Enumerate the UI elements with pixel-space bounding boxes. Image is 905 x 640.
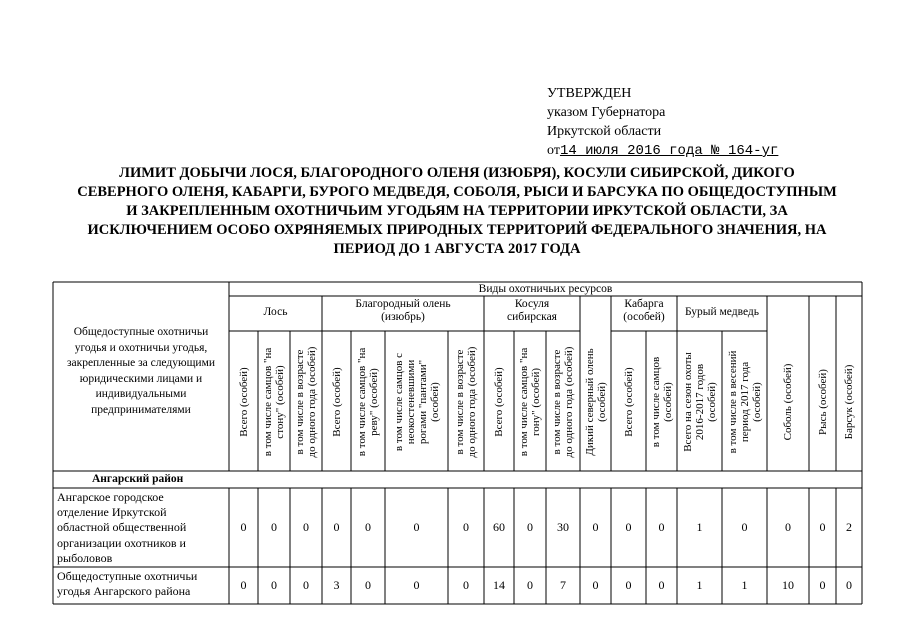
table-row-name	[57, 490, 186, 566]
column-header-line: до одного года (особей)	[466, 346, 478, 458]
table-cell-value: 1	[741, 578, 748, 592]
column-header	[817, 336, 829, 468]
group-deer-line-1: Благородный олень	[355, 298, 451, 310]
table-row-name-line: Общедоступные охотничьи	[57, 569, 198, 583]
column-header-line: в том числе в весений	[726, 350, 739, 454]
column-header-line: до одного года (особей)	[563, 346, 575, 458]
title-line-4: ИСКЛЮЧЕНИЕМ ОСОБО ОХРЯНЯЕМЫХ ПРИРОДНЫХ ТЕРРИТОРИЙ ФЕДЕРАЛЬНОГО ЗНАЧЕНИЯ, НА	[87, 222, 827, 238]
approval-line-1: УТВЕРЖДЕН	[547, 86, 632, 101]
column-header-line: стону" (особей)	[274, 365, 286, 439]
row-header-line-1: Общедоступные охотничьи	[73, 326, 209, 338]
table-cell-value: 2	[846, 520, 852, 534]
column-header	[727, 336, 763, 468]
column-header-line: 2016-2017 годов	[693, 363, 706, 441]
column-header	[238, 336, 250, 468]
column-header-line: Всего (особей)	[622, 367, 635, 437]
column-header-line: период 2017 года	[738, 361, 751, 443]
group-deer-line-2: (изюбрь)	[381, 311, 425, 323]
approval-from: от	[547, 143, 560, 158]
table-cell-value: 30	[557, 520, 569, 534]
column-header	[393, 336, 441, 468]
approval-date: 14 июля 2016 года № 164-уг	[559, 143, 779, 159]
title-line-5: ПЕРИОД ДО 1 АВГУСТА 2017 ГОДА	[333, 241, 581, 257]
column-header-line: в том числе самцов	[649, 356, 662, 448]
column-header	[262, 336, 286, 468]
table-cell-value: 60	[493, 520, 505, 534]
column-header-line: в том числе самцов "на	[356, 347, 368, 457]
table-cell-value: 0	[819, 578, 826, 592]
approval-line-3: Иркутской области	[547, 124, 662, 139]
row-header-line-2: угодья и охотничьи угодья,	[74, 341, 208, 354]
group-roe-line-2: сибирская	[507, 311, 557, 323]
column-header-line: Всего (особей)	[330, 367, 343, 437]
table-cell-value: 0	[658, 520, 665, 534]
table-cell-value: 0	[303, 520, 309, 534]
column-header-line: (особей)	[705, 382, 718, 422]
column-header-line: гону" (особей)	[530, 367, 542, 437]
table-cell-value: 0	[625, 578, 632, 592]
column-header-line: Дикий северный олень	[583, 348, 596, 456]
table-cell-value: 10	[782, 578, 794, 592]
column-header-line: в том числе самцов "на	[262, 347, 274, 457]
column-header	[454, 336, 478, 468]
column-header-line: в том числе в возрасте	[454, 349, 466, 455]
table-row-name-line: организации охотников и	[57, 535, 186, 550]
table-row-name-line: Ангарское городское	[57, 490, 164, 504]
column-header	[551, 336, 575, 468]
column-header-line: Соболь (особей)	[782, 363, 794, 441]
table-cell-value: 0	[271, 578, 277, 592]
row-header	[55, 325, 227, 418]
column-header	[493, 336, 505, 468]
title-line-1: ЛИМИТ ДОБЫЧИ ЛОСЯ, БЛАГОРОДНОГО ОЛЕНЯ (ИЗЮБРЯ), КОСУЛИ СИБИРСКОЙ, ДИКОГО	[119, 165, 795, 181]
table-cell-value: 7	[560, 578, 566, 592]
table-cell-value: 0	[271, 520, 277, 534]
column-header-line: неокостеневшими	[404, 359, 417, 445]
table-row-name-line: областной общественной	[57, 520, 187, 535]
column-header-line: (особей)	[428, 382, 441, 422]
table-cell-value: 0	[819, 520, 826, 534]
approval-line-2: указом Губернатора	[547, 105, 666, 120]
table-cell-value: 1	[696, 578, 703, 592]
table-cell-value: 0	[365, 520, 371, 534]
column-header	[650, 336, 674, 468]
column-header-line: (особей)	[661, 382, 674, 422]
column-header-line: в том числе самцов с	[392, 352, 405, 452]
group-musk-line-1: Кабарга	[624, 298, 664, 310]
table-cell-value: 0	[463, 520, 469, 534]
column-header-line: реву" (особей)	[368, 368, 380, 436]
column-header-line: Всего (особей)	[237, 367, 250, 437]
table-cell-value: 0	[463, 578, 469, 592]
row-header-line-4: юридическими лицами и	[79, 372, 203, 385]
column-header-line: (особей)	[595, 382, 608, 422]
column-header	[331, 336, 343, 468]
row-header-line-6: предпринимателями	[91, 403, 191, 416]
column-header	[682, 336, 718, 468]
column-header-line: Всего (особей)	[493, 367, 505, 437]
table-cell-value: 0	[846, 578, 852, 592]
title-line-2: СЕВЕРНОГО ОЛЕНЯ, КАБАРГИ, БУРОГО МЕДВЕДЯ, СОБОЛЯ, РЫСИ И БАРСУКА ПО ОБЩЕДОСТУПНЫМ	[77, 184, 837, 200]
column-header	[584, 336, 608, 468]
row-header-line-5: индивидуальными	[95, 388, 187, 400]
table-cell-value: 0	[303, 578, 309, 592]
table-cell-value: 0	[413, 578, 420, 592]
group-roe	[484, 298, 580, 324]
column-header-line: Рысь (особей)	[816, 369, 829, 435]
table-cell-value: 0	[658, 578, 665, 592]
column-header-line: Барсук (особей)	[843, 364, 855, 440]
table-cell-value: 0	[527, 578, 533, 592]
table-cell-value: 0	[625, 520, 632, 534]
table-cell-value: 14	[493, 578, 505, 592]
group-musk-line-2: (особей)	[623, 311, 665, 323]
title-line-3: И ЗАКРЕПЛЕННЫМ ОХОТНИЧЬИМ УГОДЬЯМ НА ТЕРРИТОРИИ ИРКУТСКОЙ ОБЛАСТИ, ЗА	[126, 203, 788, 219]
group-musk	[611, 298, 677, 324]
column-header	[782, 336, 794, 468]
resources-header: Виды охотничьих ресурсов	[478, 283, 613, 295]
table-cell-value: 0	[527, 520, 533, 534]
table-cell-value: 0	[240, 578, 247, 592]
group-roe-line-1: Косуля	[514, 298, 550, 310]
table-cell-value: 0	[592, 578, 599, 592]
table-cell-value: 0	[240, 520, 247, 534]
table-row-name	[57, 569, 197, 599]
column-header	[623, 336, 635, 468]
group-bear: Бурый медведь	[684, 306, 760, 318]
table-row-name-line: отделение Иркутской	[57, 505, 167, 520]
table-cell-value: 0	[413, 520, 420, 534]
column-header-line: в том числе в возрасте	[551, 349, 563, 455]
table-cell-value: 1	[696, 520, 703, 534]
column-header-line: в том числе самцов "на	[518, 347, 530, 457]
column-header-line: (особей)	[750, 382, 763, 422]
section-title: Ангарский район	[92, 473, 184, 485]
column-header	[294, 336, 318, 468]
column-header	[843, 336, 855, 468]
table-cell-value: 0	[592, 520, 599, 534]
table-row-name-line: угодья Ангарского района	[57, 584, 191, 599]
column-header-line: Всего на сезон охоты	[681, 352, 694, 452]
group-deer	[322, 298, 484, 324]
column-header-line: рогами "пантами"	[416, 359, 429, 445]
column-header-line: в том числе в возрасте	[294, 349, 306, 455]
table-cell-value: 0	[365, 578, 371, 592]
column-header	[518, 336, 542, 468]
column-header-line: до одного года (особей)	[306, 346, 318, 458]
group-elk: Лось	[263, 306, 288, 318]
table-cell-value: 0	[785, 520, 791, 534]
table-cell-value: 0	[741, 520, 748, 534]
row-header-line-3: закрепленные за следующими	[66, 357, 216, 369]
table-cell-value: 3	[333, 578, 340, 592]
table-cell-value: 0	[333, 520, 340, 534]
table-row-name-line: рыболовов	[57, 550, 113, 565]
column-header	[356, 336, 380, 468]
